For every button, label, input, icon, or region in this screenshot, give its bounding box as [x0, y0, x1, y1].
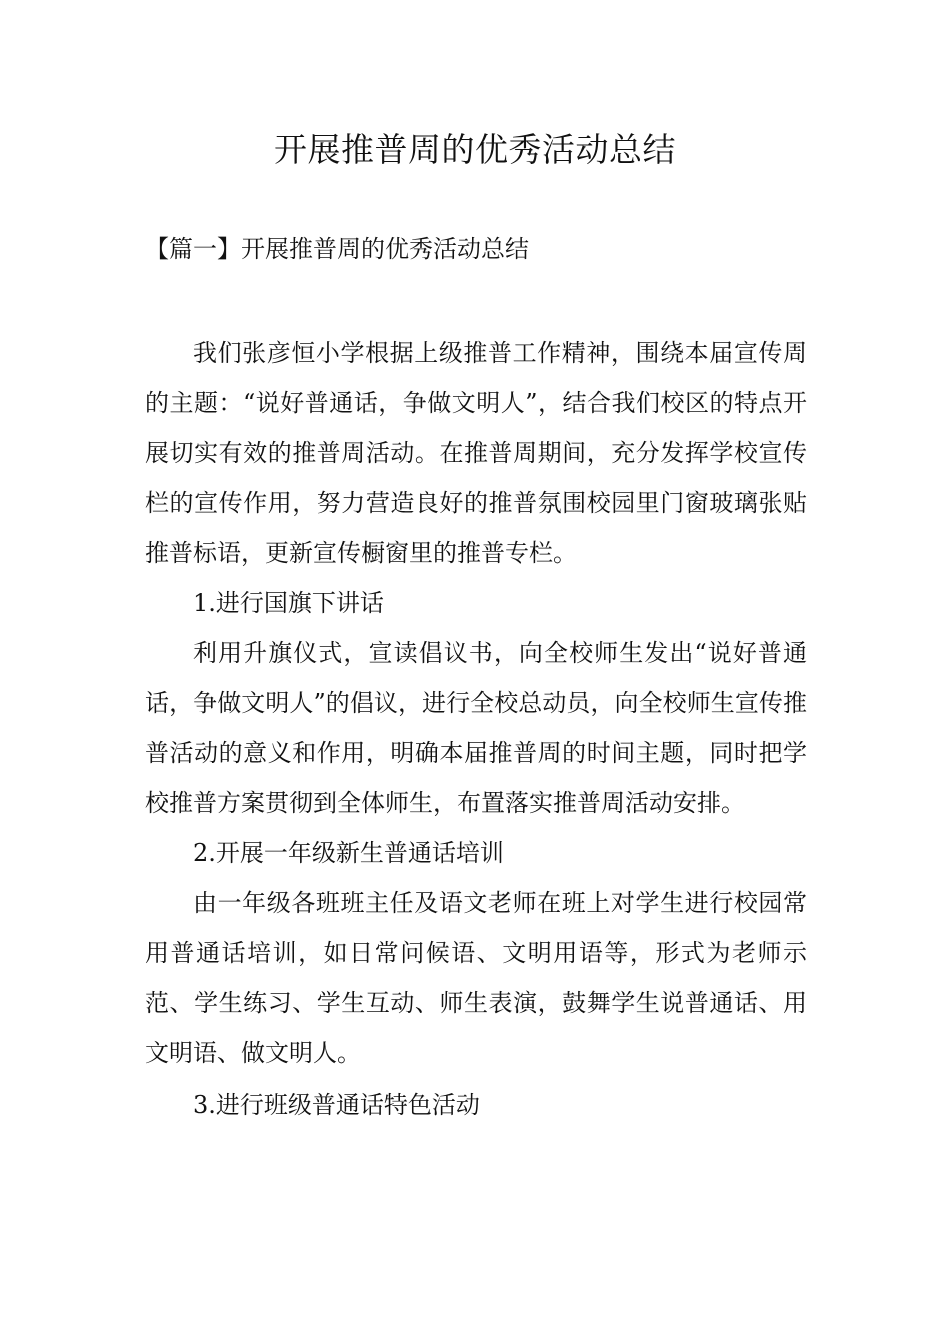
document-title: 开展推普周的优秀活动总结: [274, 130, 676, 169]
list-item-1: 1.进行国旗下讲话: [193, 589, 384, 617]
paragraph-intro: 我们张彦恒小学根据上级推普工作精神，围绕本届宣传周的主题：“说好普通话，争做文明人”，结合我们校区的特点开展切实有效的推普周活动。在推普周期间，充分发挥学校宣传栏的宣传作用，努力营造良好的推普氛围校园里门窗玻璃张贴推普标语，更新宣传橱窗里的推普专栏。: [145, 339, 807, 567]
section-heading: 【篇一】开展推普周的优秀活动总结: [145, 235, 529, 263]
document-body: [145, 328, 807, 1130]
paragraph-training: 由一年级各班班主任及语文老师在班上对学生进行校园常用普通话培训，如日常问候语、文明用语等，形式为老师示范、学生练习、学生互动、师生表演，鼓舞学生说普通话、用文明语、做文明人。: [145, 889, 807, 1067]
paragraph-flag-speech: 利用升旗仪式，宣读倡议书，向全校师生发出“说好普通话，争做文明人”的倡议，进行全校总动员，向全校师生宣传推普活动的意义和作用，明确本届推普周的时间主题，同时把学校推普方案贯彻到全体师生，布置落实推普周活动安排。: [145, 639, 807, 817]
list-item-2: 2.开展一年级新生普通话培训: [193, 839, 504, 867]
list-item-3: 3.进行班级普通话特色活动: [193, 1091, 480, 1119]
